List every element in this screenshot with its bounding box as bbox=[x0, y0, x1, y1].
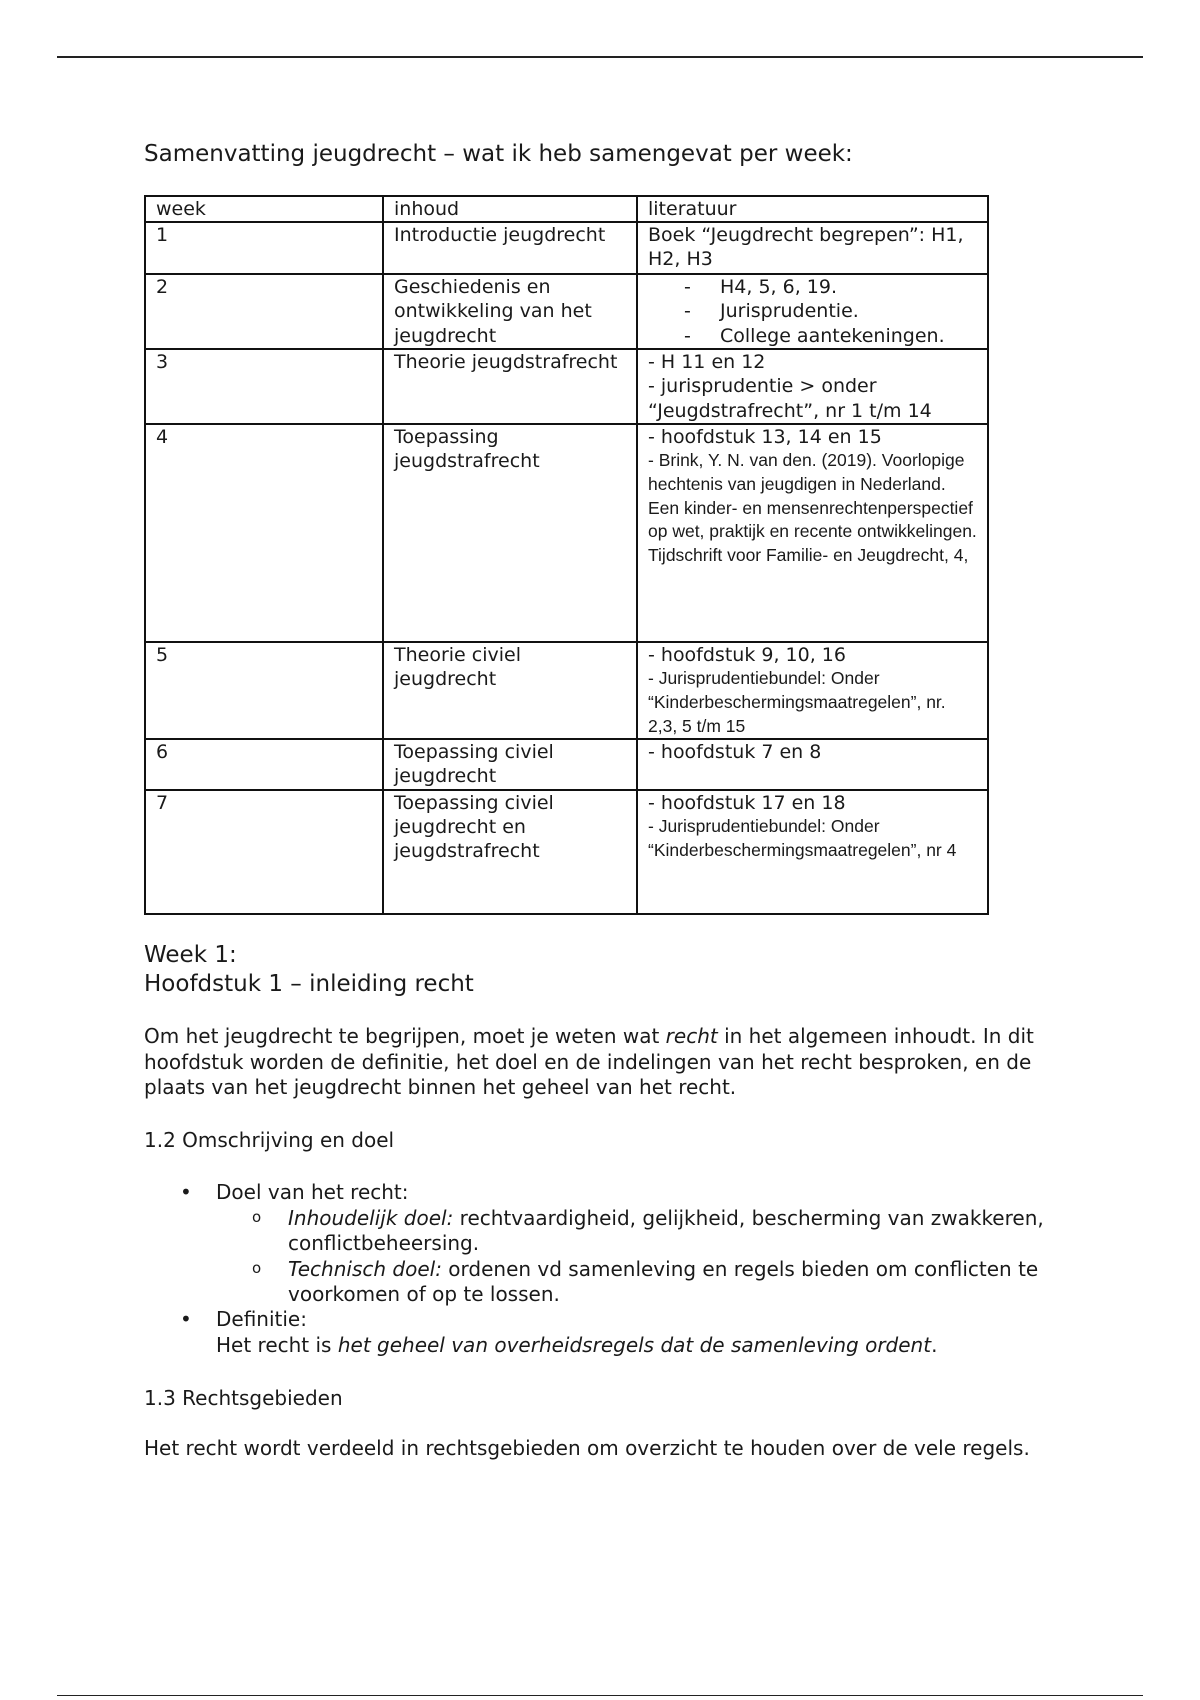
table-row bbox=[145, 274, 988, 349]
cell-lit bbox=[637, 349, 988, 424]
table-row bbox=[145, 222, 988, 274]
footer-rule bbox=[57, 1695, 1143, 1696]
intro-emphasis: recht bbox=[665, 1024, 718, 1049]
lit-item: - H4, 5, 6, 19. bbox=[684, 275, 977, 299]
cell-week: 2 bbox=[145, 274, 383, 349]
intro-paragraph bbox=[144, 1024, 1064, 1100]
definitie-part: Het recht is bbox=[216, 1332, 338, 1357]
doel-label: Doel van het recht: bbox=[216, 1180, 409, 1205]
table-row bbox=[145, 739, 988, 790]
lit-line: - jurisprudentie > onder “Jeugdstrafrecht”, nr 1 t/m 14 bbox=[648, 375, 932, 422]
lit-list bbox=[648, 275, 977, 348]
cell-lit bbox=[637, 642, 988, 739]
table-row bbox=[145, 642, 988, 739]
cell-week: 6 bbox=[145, 739, 383, 790]
week-heading bbox=[144, 941, 1064, 999]
cell-week: 4 bbox=[145, 424, 383, 642]
cell-week: 5 bbox=[145, 642, 383, 739]
cell-lit bbox=[637, 790, 988, 914]
technisch-label: Technisch doel: bbox=[288, 1256, 442, 1281]
doel-sublist bbox=[216, 1206, 1064, 1308]
cell-inhoud: Theorie jeugdstrafrecht bbox=[383, 349, 637, 424]
cell-inhoud: Toepassing civiel jeugdrecht en jeugdstrafrecht bbox=[383, 790, 637, 914]
technisch-text: ordenen vd samenleving en regels bieden om conflicten te voorkomen of op te lossen. bbox=[288, 1256, 1039, 1306]
definitie-part: . bbox=[931, 1332, 938, 1357]
list-item bbox=[216, 1307, 1064, 1358]
cell-inhoud: Theorie civiel jeugdrecht bbox=[383, 642, 637, 739]
rechtsgebieden-paragraph: Het recht wordt verdeeld in rechtsgebieden om overzicht te houden over de vele regels. bbox=[144, 1436, 1030, 1461]
inhoudelijk-text: rechtvaardigheid, gelijkheid, bescherming van zwakkeren, conflictbeheersing. bbox=[288, 1205, 1044, 1256]
document-body bbox=[144, 140, 1064, 1462]
week-label: Week 1: bbox=[144, 941, 237, 968]
header-rule bbox=[57, 56, 1143, 58]
lit-item: - College aantekeningen. bbox=[684, 324, 977, 348]
chapter-title: Hoofdstuk 1 – inleiding recht bbox=[144, 970, 474, 997]
table-row bbox=[145, 349, 988, 424]
definitie-label: • Definitie: bbox=[216, 1307, 307, 1332]
table-row bbox=[145, 424, 988, 642]
cell-inhoud: Introductie jeugdrecht bbox=[383, 222, 637, 274]
cell-inhoud: Geschiedenis en ontwikkeling van het jeugdrecht bbox=[383, 274, 637, 349]
header-literatuur: literatuur bbox=[637, 196, 988, 222]
cell-lit bbox=[637, 424, 988, 642]
cell-week: 7 bbox=[145, 790, 383, 914]
header-inhoud: inhoud bbox=[383, 196, 637, 222]
list-item bbox=[216, 1180, 1064, 1307]
lit-line: - H 11 en 12 bbox=[648, 351, 766, 373]
cell-lit: Boek “Jeugdrecht begrepen”: H1, H2, H3 bbox=[637, 222, 988, 274]
cell-lit bbox=[637, 274, 988, 349]
week-overview-table bbox=[144, 195, 989, 915]
intro-text: Om het jeugdrecht te begrijpen, moet je weten wat bbox=[144, 1024, 666, 1049]
intro-text: in het algemeen inhoudt. In dit hoofdstuk worden de definitie, het doel en de indelingen van het recht besproken, en de plaats van het jeugdrecht binnen het geheel van het recht. bbox=[144, 1024, 1034, 1100]
inhoudelijk-label: Inhoudelijk doel: bbox=[288, 1205, 454, 1230]
definitie-text bbox=[216, 1333, 1064, 1358]
table-header-row bbox=[145, 196, 988, 222]
section-heading-1-3: 1.3 Rechtsgebieden bbox=[144, 1386, 343, 1411]
lit-reference: - Jurisprudentiebundel: Onder “Kinderbeschermingsmaatregelen”, nr 4 bbox=[648, 816, 957, 860]
header-week: week bbox=[145, 196, 383, 222]
definitie-emphasis: het geheel van overheidsregels dat de samenleving ordent bbox=[337, 1332, 932, 1357]
cell-inhoud: Toepassing civiel jeugdrecht bbox=[383, 739, 637, 790]
lit-line: - hoofdstuk 17 en 18 bbox=[648, 791, 846, 814]
cell-lit: - hoofdstuk 7 en 8 bbox=[637, 739, 988, 790]
cell-week: 3 bbox=[145, 349, 383, 424]
lit-line: - hoofdstuk 13, 14 en 15 bbox=[648, 425, 882, 448]
lit-line: - hoofdstuk 9, 10, 16 bbox=[648, 643, 846, 666]
lit-reference: - Jurisprudentiebundel: Onder “Kinderbeschermingsmaatregelen”, nr. 2,3, 5 t/m 15 bbox=[648, 668, 946, 736]
lit-item: - Jurisprudentie. bbox=[684, 299, 977, 323]
lit-reference: - Brink, Y. N. van den. (2019). Voorlopige hechtenis van jeugdigen in Nederland. Een kinder- en mensenrechtenperspectief op wet, praktijk en recente ontwikkelingen. Tijdschrift voor Familie- en Jeugdrecht, 4, bbox=[648, 450, 977, 565]
sublist-item bbox=[288, 1257, 1064, 1308]
cell-week: 1 bbox=[145, 222, 383, 274]
page-title: Samenvatting jeugdrecht – wat ik heb samengevat per week: bbox=[144, 141, 853, 167]
cell-inhoud: Toepassing jeugdstrafrecht bbox=[383, 424, 637, 642]
sublist-item bbox=[288, 1206, 1064, 1257]
doel-list bbox=[144, 1180, 1064, 1358]
section-heading-1-2: 1.2 Omschrijving en doel bbox=[144, 1128, 395, 1153]
table-row bbox=[145, 790, 988, 914]
